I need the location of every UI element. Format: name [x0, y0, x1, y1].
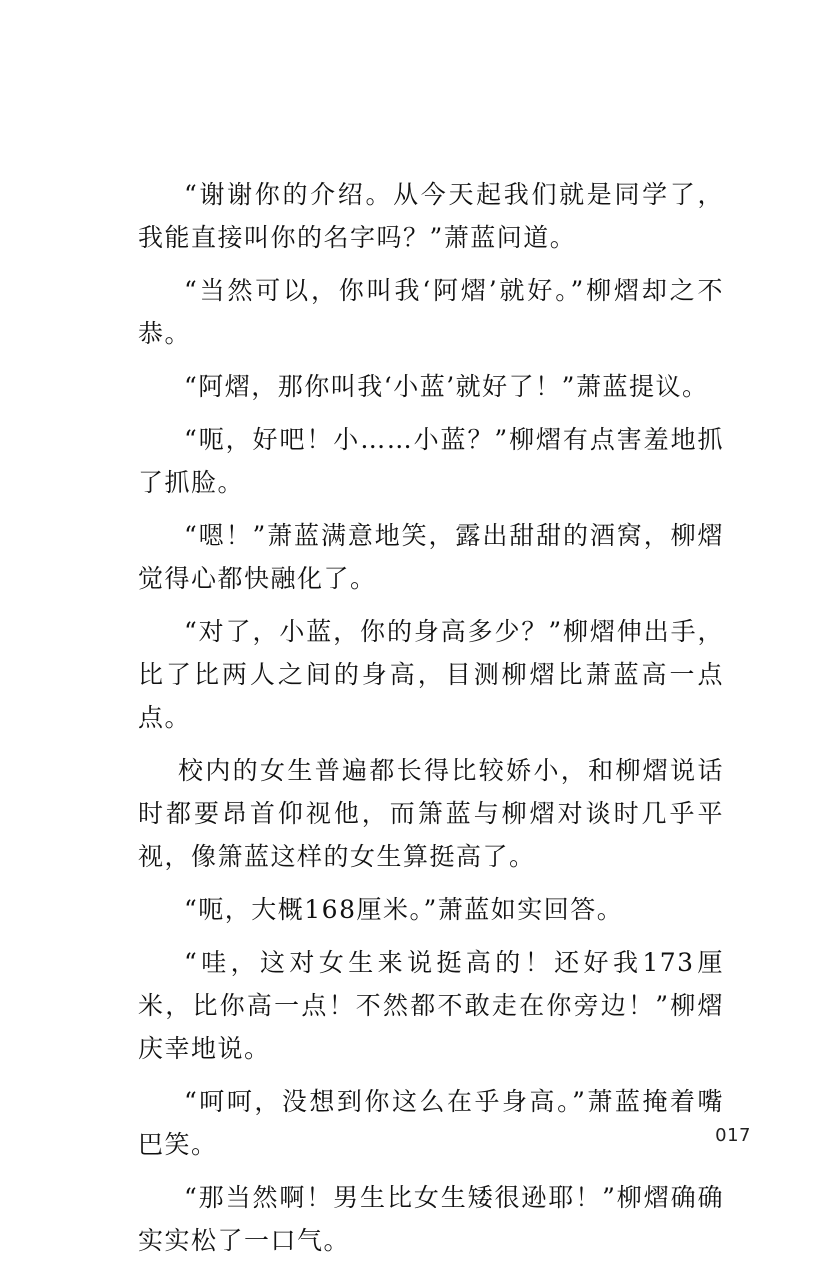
paragraph-4: “呃，好吧！小……小蓝？”柳熠有点害羞地抓了抓脸。: [138, 425, 724, 497]
paragraph-1: “谢谢你的介绍。从今天起我们就是同学了，我能直接叫你的名字吗？”萧蓝问道。: [138, 180, 724, 252]
paragraph-9: “哇，这对女生来说挺高的！还好我173厘米，比你高一点！不然都不敢走在你旁边！”柳熠庆幸地说。: [138, 948, 724, 1063]
paragraph-5: “嗯！”萧蓝满意地笑，露出甜甜的酒窝，柳熠觉得心都快融化了。: [138, 521, 724, 593]
paragraph-10: “呵呵，没想到你这么在乎身高。”萧蓝掩着嘴巴笑。: [138, 1087, 724, 1159]
body-text: [138, 173, 724, 1272]
paragraph-6: “对了，小蓝，你的身高多少？”柳熠伸出手，比了比两人之间的身高，目测柳熠比萧蓝高一点点。: [138, 617, 724, 732]
page-number: 017: [715, 1125, 751, 1146]
paragraph-7: 校内的女生普遍都长得比较娇小，和柳熠说话时都要昂首仰视他，而箫蓝与柳熠对谈时几乎平视，像箫蓝这样的女生算挺高了。: [138, 756, 724, 871]
paragraph-8: “呃，大概168厘米。”萧蓝如实回答。: [184, 895, 624, 924]
paragraph-2: “当然可以，你叫我‘阿熠’就好。”柳熠却之不恭。: [138, 276, 724, 348]
paragraph-3: “阿熠，那你叫我‘小蓝’就好了！”萧蓝提议。: [184, 372, 709, 401]
paragraph-11: “那当然啊！男生比女生矮很逊耶！”柳熠确确实实松了一口气。: [138, 1183, 724, 1255]
